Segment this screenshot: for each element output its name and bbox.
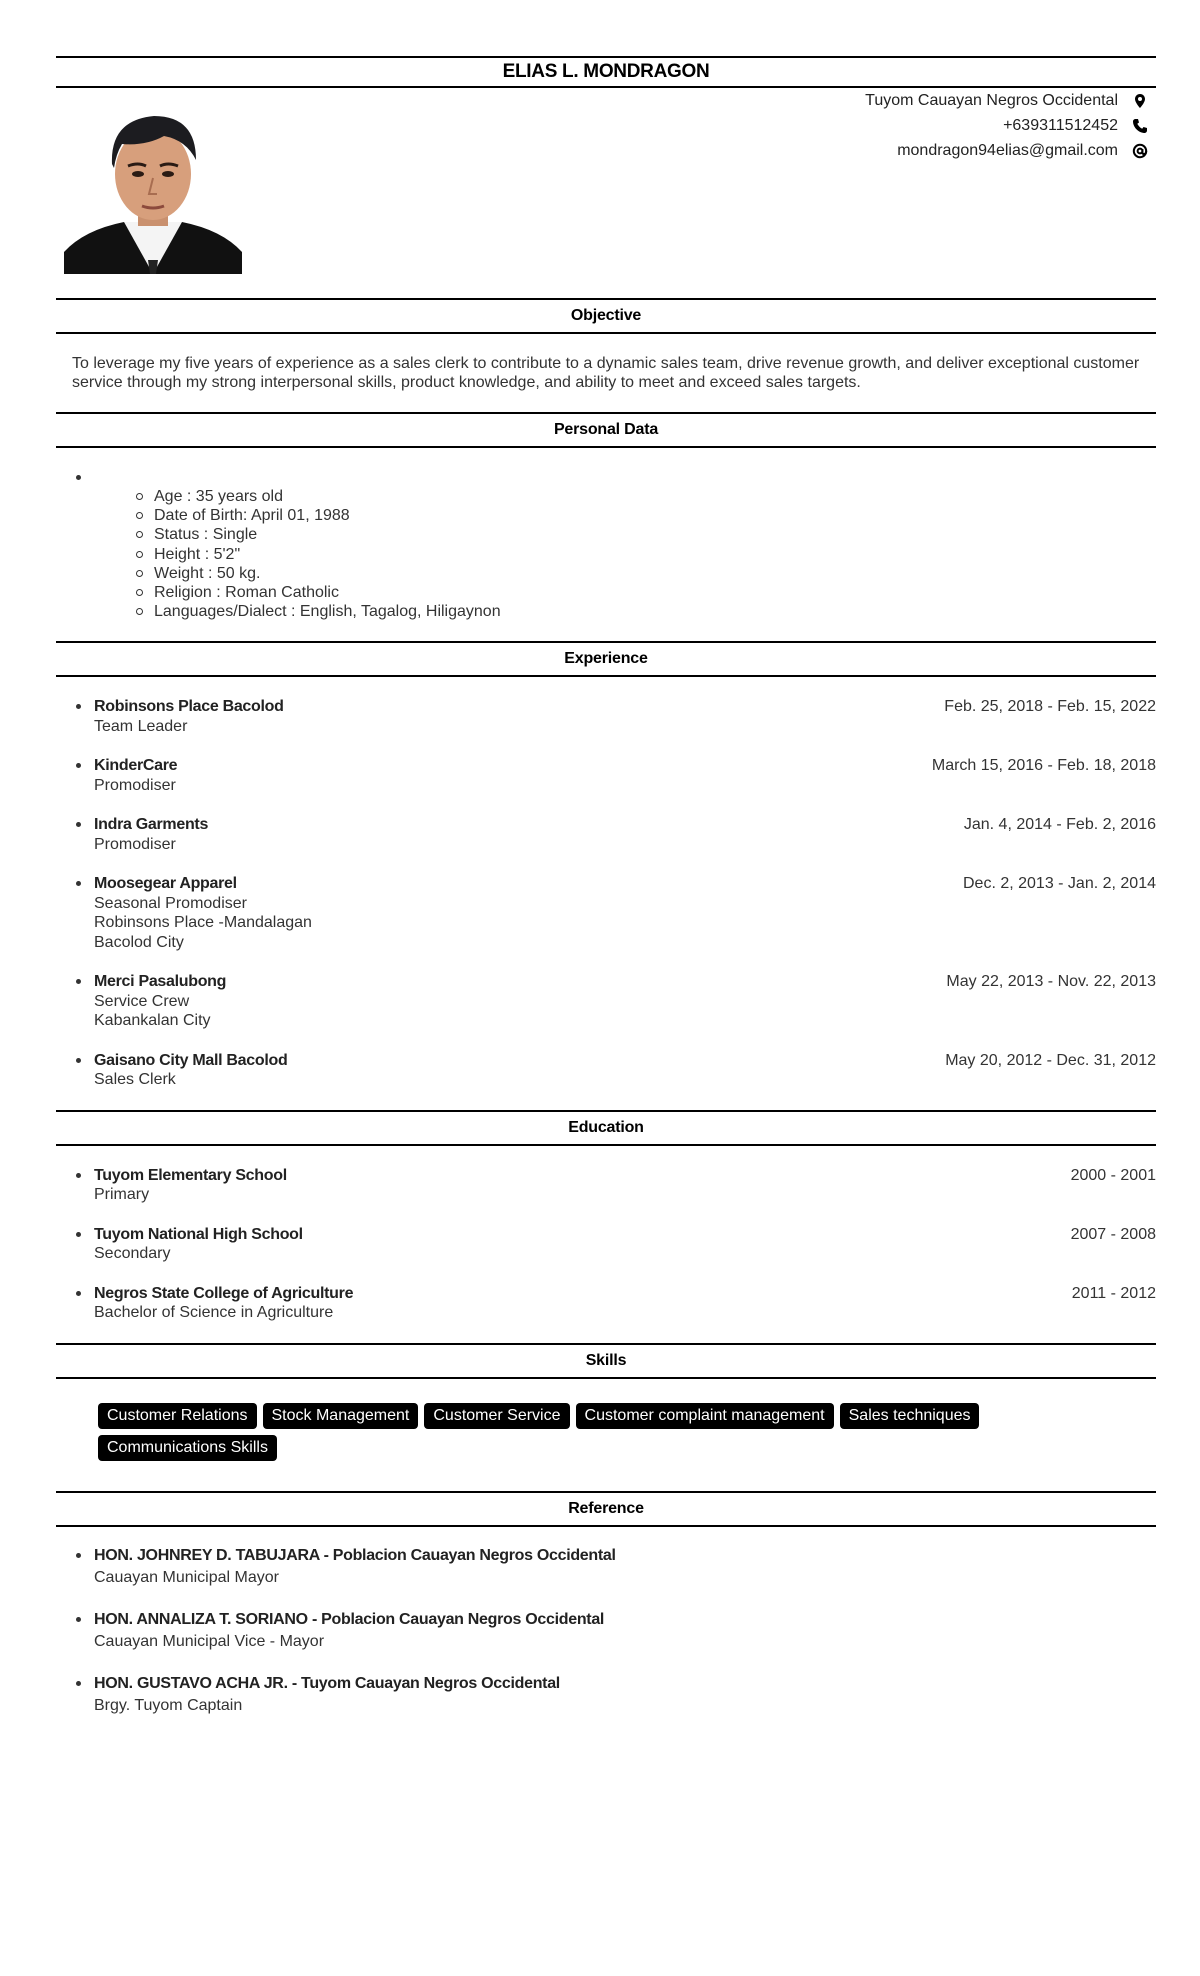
reference-title: Reference [568, 1499, 644, 1517]
experience-date: Feb. 25, 2018 - Feb. 15, 2022 [944, 698, 1156, 716]
objective-text: To leverage my five years of experience as a sales clerk to contribute to a dynamic sales team, drive revenue growth, and deliver exceptional customer service through my strong interpersonal skills, product knowledge, and ability to meet and exceed sales targets. [72, 355, 1140, 391]
reference-heading [56, 1491, 1156, 1527]
skill-chip: Customer Service [424, 1403, 569, 1429]
skill-chip: Sales techniques [840, 1403, 980, 1429]
experience-date: Jan. 4, 2014 - Feb. 2, 2016 [963, 816, 1156, 834]
resume-page [56, 56, 1156, 1757]
experience-date: May 20, 2012 - Dec. 31, 2012 [945, 1051, 1156, 1069]
objective-heading [56, 298, 1156, 334]
experience-item [56, 972, 1156, 1031]
education-list [56, 1146, 1156, 1343]
contact-address [865, 88, 1148, 113]
personal-data-list [154, 487, 1156, 621]
education-item [56, 1166, 1156, 1205]
experience-item [56, 756, 1156, 795]
objective-title: Objective [570, 307, 642, 324]
experience-company: Merci Pasalubong [94, 973, 227, 991]
skills-list [56, 1379, 1056, 1491]
experience-heading [56, 641, 1156, 677]
reference-name: HON. ANNALIZA T. SORIANO - Poblacion Cauayan Negros Occidental [94, 1610, 605, 1628]
personal-data-title: Personal Data [553, 421, 659, 438]
experience-item [56, 697, 1156, 736]
skill-chip: Stock Management [263, 1403, 419, 1429]
education-level: Primary [94, 1186, 150, 1204]
education-date: 2000 - 2001 [1070, 1166, 1156, 1184]
experience-list [56, 677, 1156, 1110]
personal-age: Age : 35 years old [154, 487, 1156, 506]
name-header [56, 56, 1156, 88]
reference-position: Cauayan Municipal Mayor [94, 1568, 279, 1586]
experience-item [56, 874, 1156, 952]
personal-religion: Religion : Roman Catholic [154, 583, 1156, 602]
experience-company: KinderCare [94, 757, 178, 775]
education-school: Tuyom Elementary School [94, 1166, 287, 1184]
skills-heading [56, 1343, 1156, 1379]
experience-item [56, 1051, 1156, 1090]
empty-bullet [76, 468, 1156, 487]
experience-company: Moosegear Apparel [94, 875, 237, 893]
experience-location: Robinsons Place -Mandalagan [94, 914, 312, 932]
experience-role: Service Crew [94, 992, 190, 1010]
education-title: Education [568, 1118, 644, 1136]
reference-list [56, 1527, 1156, 1757]
experience-role: Seasonal Promodiser [94, 894, 247, 912]
personal-data-heading [56, 412, 1156, 448]
experience-date: March 15, 2016 - Feb. 18, 2018 [931, 757, 1156, 775]
experience-company: Robinsons Place Bacolod [94, 698, 284, 716]
education-level: Secondary [94, 1245, 171, 1263]
reference-item [56, 1545, 1156, 1589]
reference-position: Cauayan Municipal Vice - Mayor [94, 1632, 325, 1650]
reference-name: HON. JOHNREY D. TABUJARA - Poblacion Cauayan Negros Occidental [94, 1546, 616, 1564]
skill-chip: Customer complaint management [576, 1403, 834, 1429]
education-date: 2011 - 2012 [1071, 1284, 1156, 1302]
contact-email [865, 138, 1148, 163]
experience-date: May 22, 2013 - Nov. 22, 2013 [946, 973, 1156, 991]
experience-role: Promodiser [94, 776, 176, 794]
reference-position: Brgy. Tuyom Captain [94, 1696, 243, 1714]
personal-weight: Weight : 50 kg. [154, 564, 1156, 583]
education-school: Tuyom National High School [94, 1225, 303, 1243]
reference-name: HON. GUSTAVO ACHA JR. - Tuyom Cauayan Negros Occidental [94, 1674, 560, 1692]
personal-status: Status : Single [154, 525, 1156, 544]
map-pin-icon [1132, 93, 1148, 109]
personal-height: Height : 5'2" [154, 545, 1156, 564]
reference-item [56, 1609, 1156, 1653]
personal-data-section [56, 448, 1156, 641]
phone-icon [1132, 118, 1148, 134]
education-heading [56, 1110, 1156, 1146]
skill-chip: Communications Skills [98, 1435, 277, 1461]
contact-info [865, 88, 1148, 163]
full-name: ELIAS L. MONDRAGON [502, 61, 710, 82]
skill-chip: Customer Relations [98, 1403, 257, 1429]
experience-role: Team Leader [94, 717, 188, 735]
personal-birthdate: Date of Birth: April 01, 1988 [154, 506, 1156, 525]
education-school: Negros State College of Agriculture [94, 1284, 354, 1302]
contact-phone [865, 113, 1148, 138]
experience-date: Dec. 2, 2013 - Jan. 2, 2014 [962, 875, 1156, 893]
education-item [56, 1284, 1156, 1323]
header-area [56, 88, 1156, 298]
personal-languages: Languages/Dialect : English, Tagalog, Hiligaynon [154, 602, 1156, 621]
skills-title: Skills [585, 1351, 627, 1369]
education-date: 2007 - 2008 [1070, 1225, 1156, 1243]
education-item [56, 1225, 1156, 1264]
address-text: Tuyom Cauayan Negros Occidental [865, 91, 1118, 109]
experience-title: Experience [564, 650, 648, 668]
reference-item [56, 1673, 1156, 1717]
experience-company: Gaisano City Mall Bacolod [94, 1051, 288, 1069]
email-text[interactable]: mondragon94elias@gmail.com [897, 141, 1118, 159]
profile-photo [64, 102, 242, 274]
at-sign-icon [1132, 143, 1148, 159]
experience-city: Kabankalan City [94, 1012, 211, 1030]
experience-company: Indra Garments [94, 816, 209, 834]
experience-city: Bacolod City [94, 933, 184, 951]
experience-role: Sales Clerk [94, 1071, 176, 1089]
experience-role: Promodiser [94, 835, 176, 853]
education-level: Bachelor of Science in Agriculture [94, 1304, 334, 1322]
experience-item [56, 815, 1156, 854]
phone-text[interactable]: +639311512452 [1003, 116, 1118, 134]
